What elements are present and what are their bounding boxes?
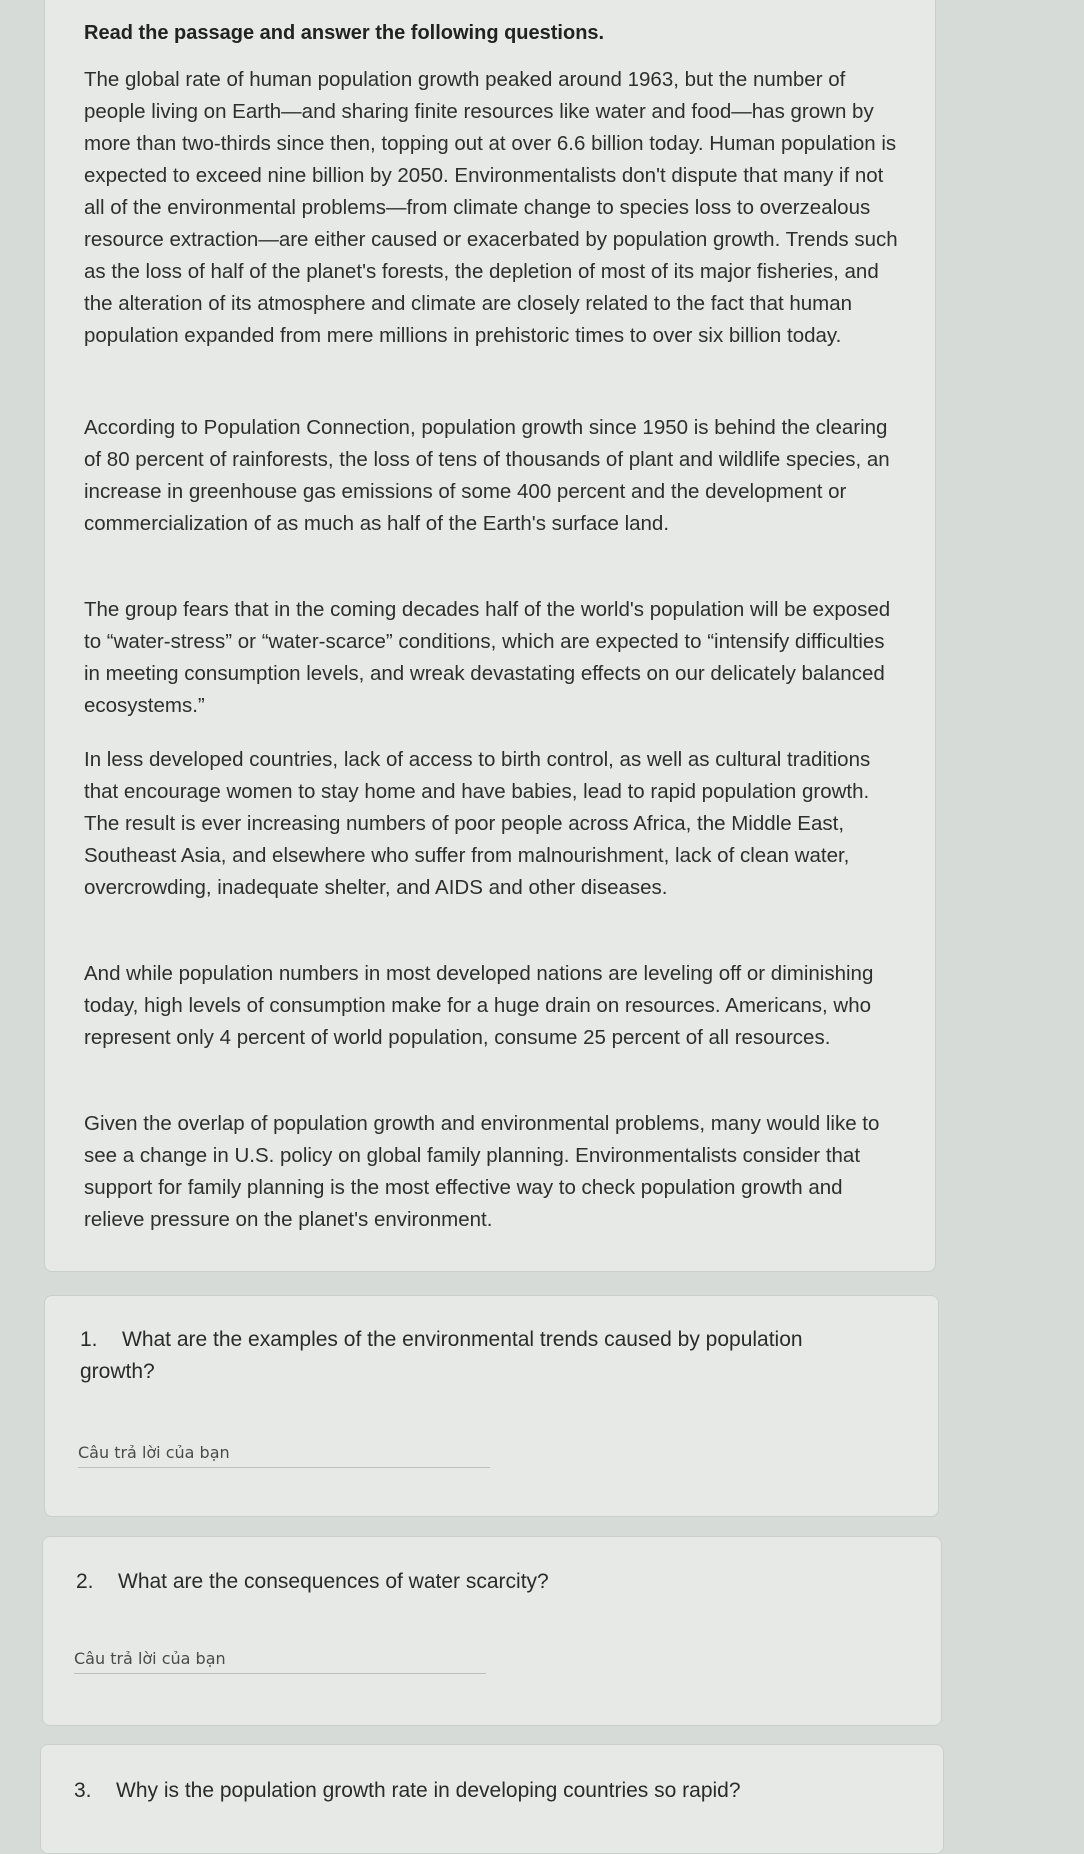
question-card-2	[42, 1536, 942, 1726]
question-3-title	[74, 1775, 904, 1807]
question-1-number: 1.	[80, 1328, 98, 1351]
question-2-title	[76, 1566, 876, 1598]
passage-paragraph-3: The group fears that in the coming decades half of the world's population will be exposed to “water-stress” or “water-scarce” conditions, which are expected to “intensify difficulties in meeting consumption levels, and wreak devastating effects on our delicately balanced ecosystems.”	[84, 598, 891, 717]
question-3-text: Why is the population growth rate in developing countries so rapid?	[116, 1779, 741, 1802]
question-2-answer-input[interactable]	[74, 1644, 486, 1674]
question-1-title	[80, 1324, 880, 1388]
passage-paragraph-1: The global rate of human population growth peaked around 1963, but the number of people living on Earth—and sharing finite resources like water and food—has grown by more than two-thirds since then, topping out at over 6.6 billion today. Human population is expected to exceed nine billion by 2050. Environmentalists don't dispute that many if not all of the environmental problems—from climate change to species loss to overzealous resource extraction—are either caused or exacerbated by population growth. Trends such as the loss of half of the planet's forests, the depletion of most of its major fisheries, and the alteration of its atmosphere and climate are closely related to the fact that human population expanded from mere millions in prehistoric times to over six billion today.	[84, 68, 898, 347]
passage-paragraph-6: Given the overlap of population growth and environmental problems, many would like to see a change in U.S. policy on global family planning. Environmentalists consider that support for family planning is the most effective way to check population growth and relieve pressure on the planet's environment.	[84, 1112, 880, 1231]
question-3-number: 3.	[74, 1779, 92, 1802]
passage-paragraph-5: And while population numbers in most developed nations are leveling off or diminishing today, high levels of consumption make for a huge drain on resources. Americans, who represent only 4 percent of world population, consume 25 percent of all resources.	[84, 962, 874, 1049]
question-1-answer-input[interactable]	[78, 1438, 490, 1468]
question-2-text: What are the consequences of water scarcity?	[118, 1570, 549, 1593]
passage-paragraph-4: In less developed countries, lack of access to birth control, as well as cultural traditions that encourage women to stay home and have babies, lead to rapid population growth. The result is ever increasing numbers of poor people across Africa, the Middle East, Southeast Asia, and elsewhere who suffer from malnourishment, lack of clean water, overcrowding, inadequate shelter, and AIDS and other diseases.	[84, 748, 871, 899]
question-2-number: 2.	[76, 1570, 94, 1593]
instruction-heading: Read the passage and answer the following questions.	[84, 22, 605, 44]
passage-paragraph-2: According to Population Connection, population growth since 1950 is behind the clearing of 80 percent of rainforests, the loss of tens of thousands of plant and wildlife species, an increase in greenhouse gas emissions of some 400 percent and the development or commercialization of as much as half of the Earth's surface land.	[84, 416, 890, 535]
question-1-text: What are the examples of the environmental trends caused by population growth?	[80, 1328, 803, 1383]
